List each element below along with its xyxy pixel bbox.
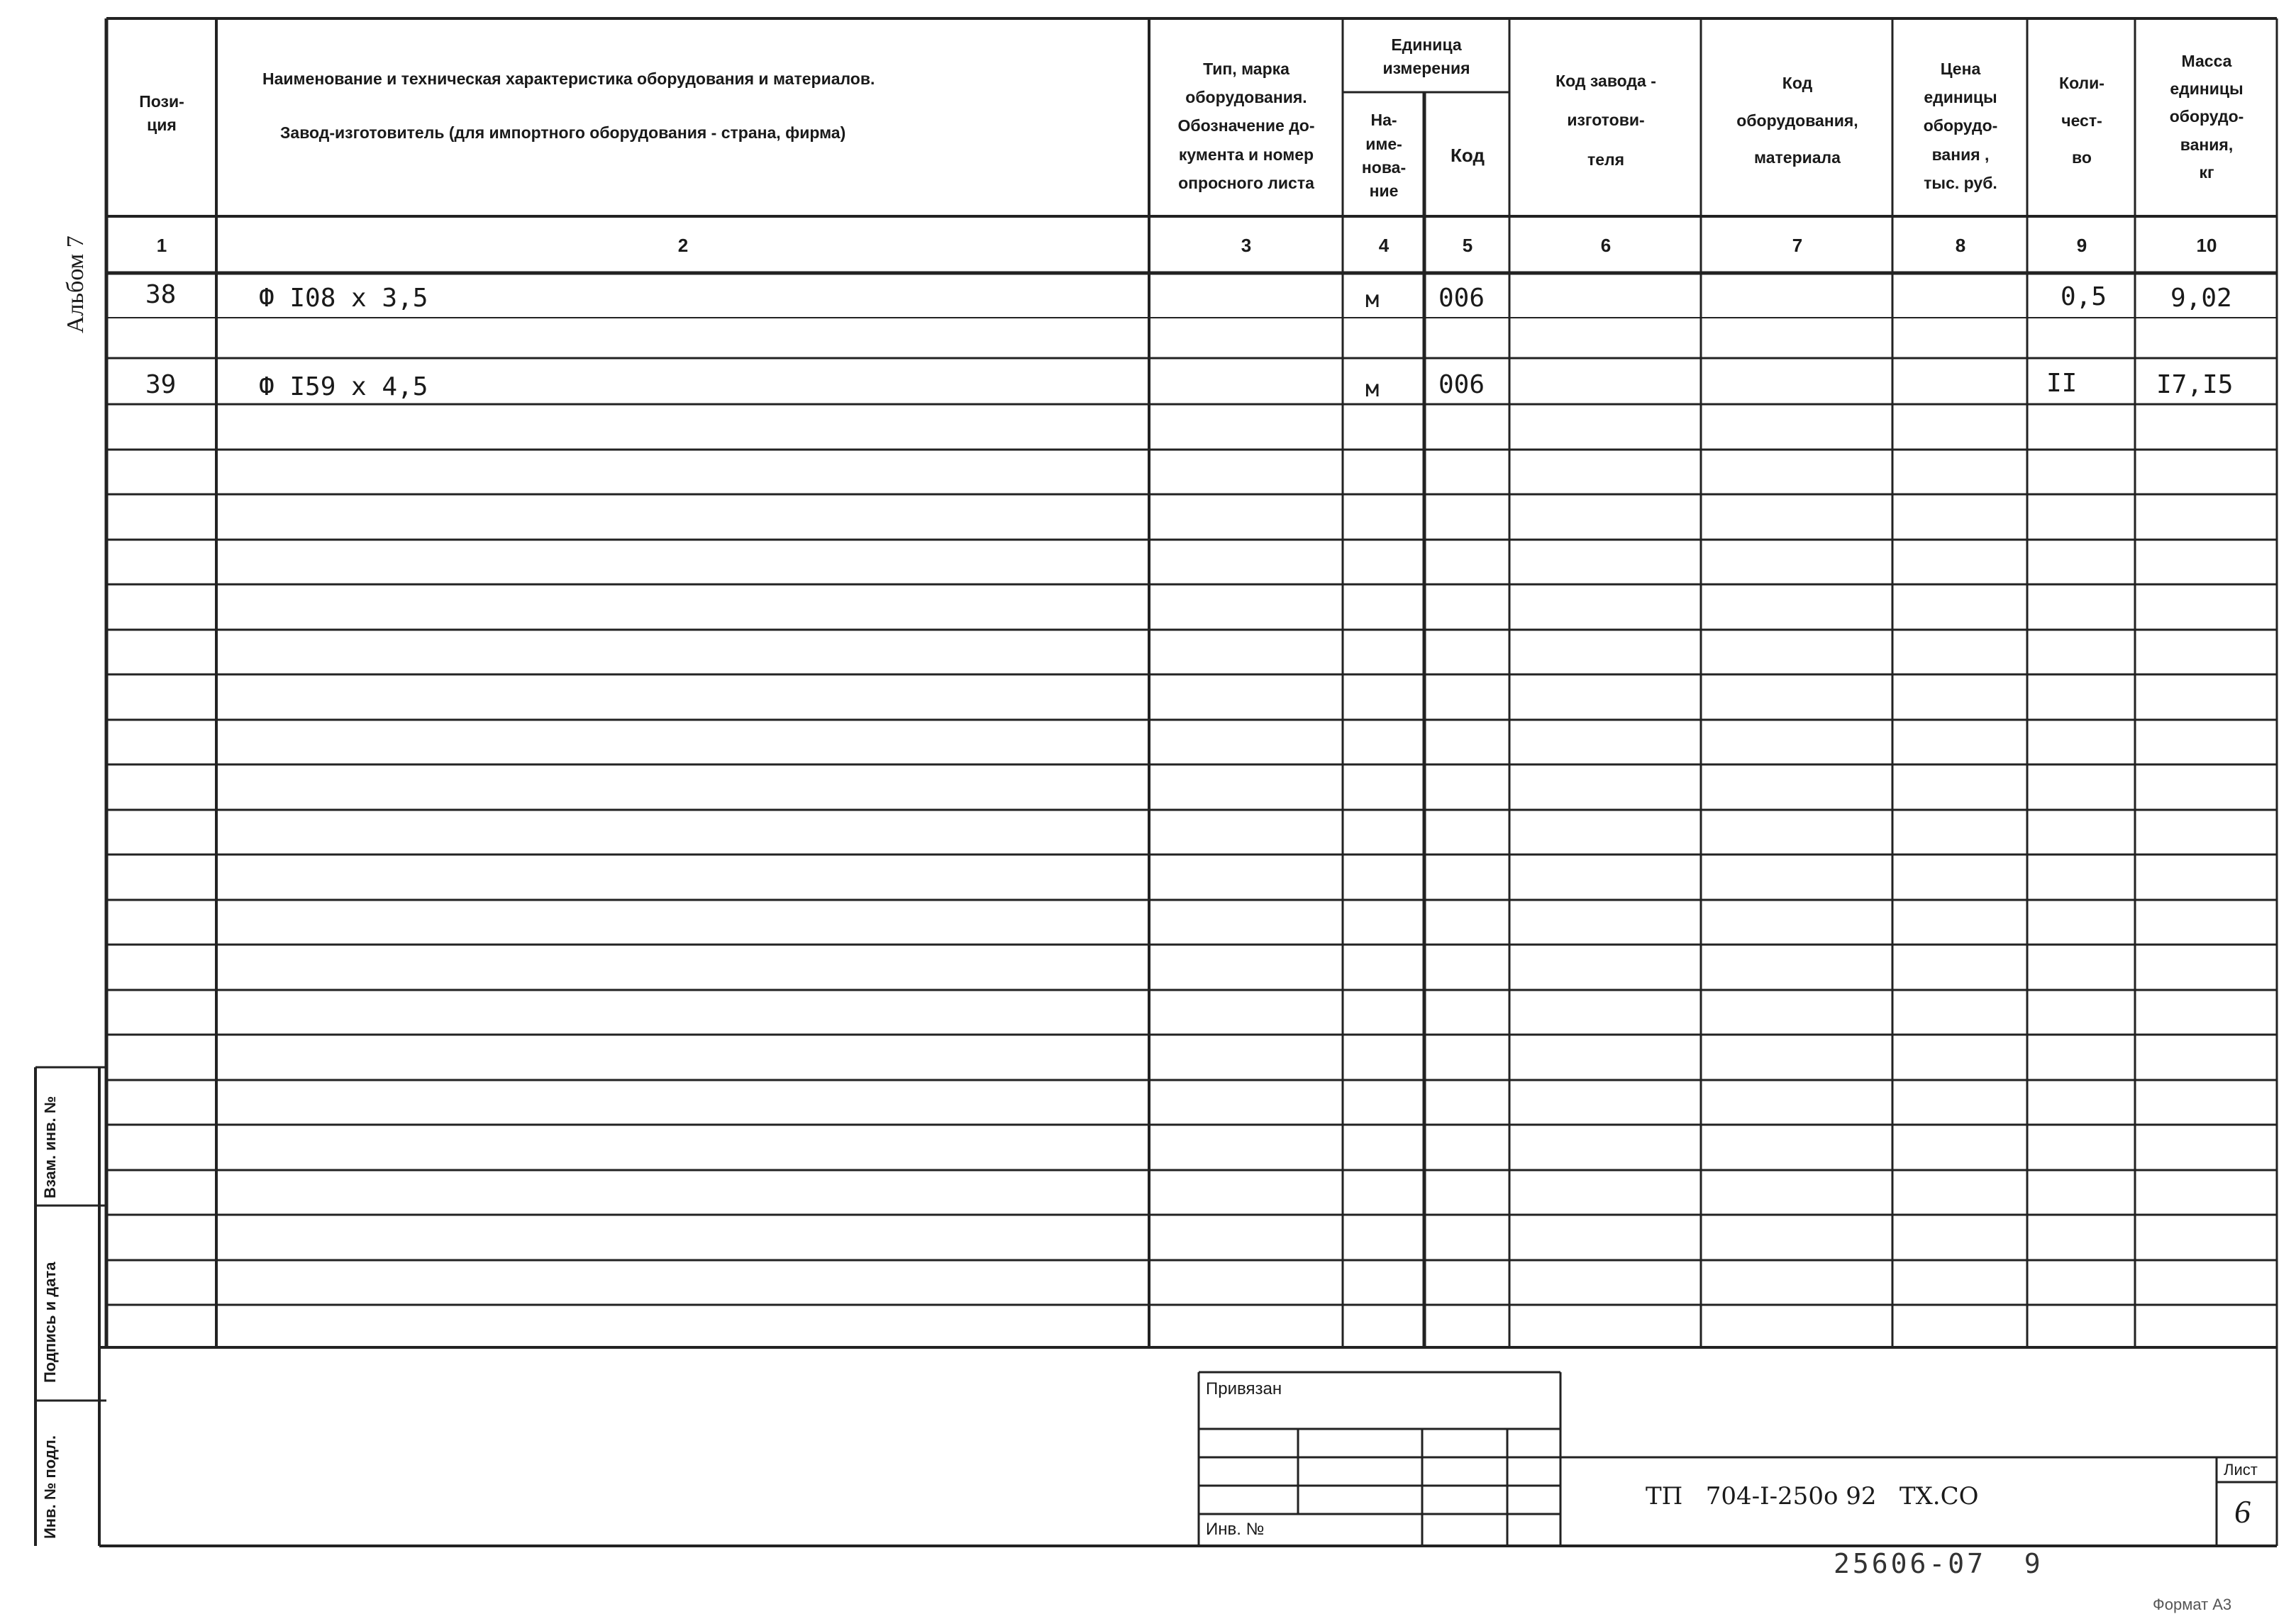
colnum-10: 10: [2196, 234, 2217, 256]
header-unit-code: Код: [1451, 145, 1485, 167]
sheet-label: Лист: [2224, 1461, 2258, 1479]
row-39-name: Ф I59 х 4,5: [259, 372, 428, 401]
colnum-5: 5: [1462, 234, 1473, 256]
stamp-privyazan: Привязан: [1206, 1379, 1282, 1398]
colnum-6: 6: [1600, 234, 1612, 256]
colnum-8: 8: [1955, 234, 1966, 256]
header-unit-group: Единица измерения: [1382, 35, 1470, 77]
header-equipment-code: Код оборудования, материала: [1736, 73, 1858, 167]
archive-number: 25606-07 9: [1834, 1548, 2043, 1579]
row-39-quantity: II: [2046, 368, 2078, 398]
stamp-field-replace-inv: Взам. инв. №: [41, 1096, 59, 1198]
album-label: Альбом 7: [62, 235, 89, 333]
header-unit-mass: Масса единицы оборудо- вания, кг: [2169, 52, 2244, 182]
row-39-unit: м: [1365, 375, 1380, 402]
header-factory-code: Код завода - изготови- теля: [1555, 72, 1656, 169]
document-code: ТП 704-I-250о 92 ТХ.СО: [1646, 1482, 1979, 1510]
colnum-7: 7: [1792, 234, 1803, 256]
header-name-line2: Завод-изготовитель (для импортного оборудования - страна, фирма): [280, 123, 846, 143]
row-39-mass: I7,I5: [2156, 369, 2234, 399]
colnum-9: 9: [2076, 234, 2087, 256]
stamp-inv-no: Инв. №: [1206, 1520, 1265, 1539]
header-position: Пози- ция: [139, 91, 184, 134]
colnum-1: 1: [156, 234, 167, 256]
row-38-position: 38: [145, 279, 177, 309]
sheet-number: 6: [2234, 1493, 2251, 1530]
format-label: Формат А3: [2153, 1596, 2232, 1613]
row-38-unit: м: [1365, 286, 1380, 313]
header-quantity: Коли- чест- во: [2059, 73, 2104, 167]
colnum-2: 2: [677, 234, 689, 256]
row-38-unit-code: 006: [1438, 283, 1485, 313]
row-38-mass: 9,02: [2170, 283, 2232, 313]
row-38-quantity: 0,5: [2061, 282, 2107, 311]
header-unit-price: Цена единицы оборудо- вания , тыс. руб.: [1923, 59, 1998, 192]
stamp-field-signature-date: Подпись и дата: [41, 1262, 59, 1383]
stamp-field-original-inv: Инв. № подл.: [41, 1435, 59, 1539]
row-39-unit-code: 006: [1438, 369, 1485, 399]
header-type: Тип, марка оборудования. Обозначение до- кумента и номер опросного листа: [1177, 59, 1315, 192]
row-39-position: 39: [145, 369, 177, 399]
colnum-3: 3: [1241, 234, 1252, 256]
header-name-line1: Наименование и техническая характеристика оборудования и материалов.: [262, 69, 875, 89]
header-unit-name: На- име- нова- ние: [1361, 111, 1407, 201]
colnum-4: 4: [1378, 234, 1390, 256]
row-38-name: Ф I08 х 3,5: [259, 283, 428, 313]
